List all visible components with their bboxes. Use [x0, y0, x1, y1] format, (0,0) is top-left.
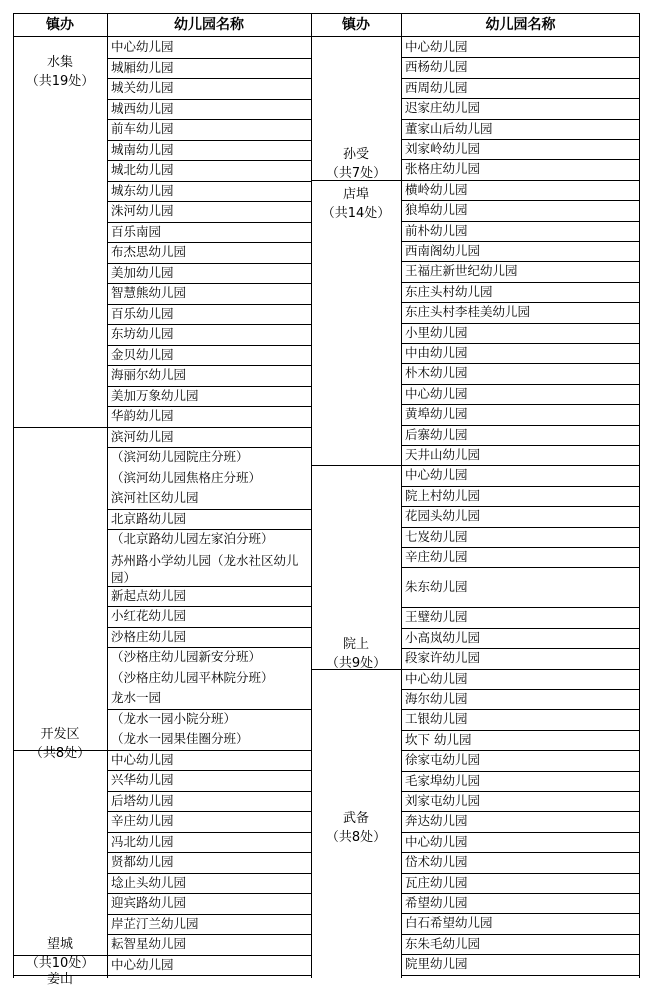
kindergarten-name: 迎宾路幼儿园 — [111, 895, 187, 910]
kindergarten-name: 岱术幼儿园 — [405, 854, 468, 870]
kindergarten-name: 张格庄幼儿园 — [405, 161, 481, 177]
kindergarten-name: 新起点幼儿园 — [111, 587, 187, 603]
kindergarten-name: 美加万象幼儿园 — [111, 387, 199, 403]
kindergarten-name: 中由幼儿园 — [405, 344, 468, 360]
kindergarten-name: 苏州路小学幼儿园（龙水社区幼儿园） — [111, 552, 299, 585]
kindergarten-name: 滨河社区幼儿园 — [111, 490, 199, 505]
kindergarten-name: （滨河幼儿园焦格庄分班） — [111, 469, 262, 485]
kindergarten-name: 中心幼儿园 — [111, 956, 174, 972]
kindergarten-name: 希望幼儿园 — [405, 894, 468, 910]
kindergarten-name: （沙格庄幼儿园新安分班） — [111, 649, 262, 664]
kindergarten-name: 迟家庄幼儿园 — [405, 100, 481, 116]
kindergarten-name: 黄埠幼儿园 — [405, 406, 468, 422]
kindergarten-name: 华韵幼儿园 — [111, 408, 174, 423]
kindergarten-name: 花园头幼儿园 — [405, 508, 481, 524]
kindergarten-table — [13, 13, 640, 987]
kindergarten-name: 横岭幼儿园 — [405, 181, 468, 197]
kindergarten-name: 后塔幼儿园 — [111, 792, 174, 808]
kindergarten-name: 院里幼儿园 — [405, 956, 468, 972]
kindergarten-name: 中心幼儿园 — [405, 38, 468, 54]
kindergarten-name: 毛家埠幼儿园 — [405, 772, 481, 788]
kindergarten-name: 埝止头幼儿园 — [111, 874, 187, 890]
kindergarten-name: 海丽尔幼儿园 — [111, 367, 187, 382]
town-label — [311, 809, 401, 847]
kindergarten-name: 小红花幼儿园 — [111, 608, 187, 623]
kindergarten-name: 小高岚幼儿园 — [405, 629, 481, 645]
town-label — [13, 970, 107, 989]
town-name: 望城 — [46, 937, 73, 952]
kindergarten-name: 王福庄新世纪幼儿园 — [405, 263, 518, 279]
kindergarten-name: 龙水一园 — [111, 690, 162, 705]
town-name: 开发区 — [40, 727, 80, 742]
kindergarten-name: 百乐南园 — [111, 223, 162, 239]
kindergarten-name: 西周幼儿园 — [405, 79, 468, 95]
kindergarten-name: 中心幼儿园 — [405, 670, 468, 686]
kindergarten-name: 董家山后幼儿园 — [405, 120, 493, 136]
kindergarten-name: 徐家屯幼儿园 — [405, 752, 481, 768]
kindergarten-name: 前朴幼儿园 — [405, 222, 468, 238]
town-label — [13, 725, 107, 763]
town-name: 店埠 — [342, 187, 369, 202]
header-name-left: 幼儿园名称 — [107, 13, 311, 37]
kindergarten-name: 后寨幼儿园 — [405, 426, 468, 442]
kindergarten-name: 王璧幼儿园 — [405, 609, 468, 625]
kindergarten-name: 兴华幼儿园 — [111, 772, 174, 787]
town-name: 武备 — [342, 811, 369, 826]
kindergarten-name: 海尔幼儿园 — [405, 690, 468, 706]
kindergarten-name: 城西幼儿园 — [111, 100, 174, 116]
kindergarten-name: 东庄头村李桂美幼儿园 — [405, 304, 531, 320]
kindergarten-name: 城南幼儿园 — [111, 141, 174, 157]
kindergarten-name: 城东幼儿园 — [111, 182, 174, 198]
kindergarten-name: 七岌幼儿园 — [405, 528, 468, 544]
kindergarten-name: 西南阁幼儿园 — [405, 242, 481, 258]
rule — [107, 13, 108, 978]
kindergarten-name: 小里幼儿园 — [405, 324, 468, 340]
kindergarten-name: 朴木幼儿园 — [405, 365, 468, 381]
kindergarten-name: 金贝幼儿园 — [111, 346, 174, 362]
town-count: （共19处） — [25, 74, 95, 89]
kindergarten-name: 东坊幼儿园 — [111, 326, 174, 341]
town-label — [311, 185, 401, 223]
kindergarten-name: 东庄头村幼儿园 — [405, 283, 493, 299]
kindergarten-name: 中心幼儿园 — [111, 751, 174, 767]
kindergarten-name: 布杰思幼儿园 — [111, 244, 187, 259]
kindergarten-name: 瓦庄幼儿园 — [405, 874, 468, 890]
kindergarten-name: 城厢幼儿园 — [111, 59, 174, 75]
kindergarten-name: 院上村幼儿园 — [405, 487, 481, 503]
kindergarten-name: 刘家屯幼儿园 — [405, 792, 481, 808]
kindergarten-name: 前车幼儿园 — [111, 121, 174, 136]
kindergarten-name: 朱东幼儿园 — [405, 579, 468, 595]
kindergarten-name: 奔达幼儿园 — [405, 813, 468, 829]
town-count: （共10处） — [25, 956, 95, 971]
rule — [639, 13, 640, 978]
kindergarten-name: 辛庄幼儿园 — [405, 548, 468, 564]
kindergarten-name: 坎下 幼儿园 — [405, 731, 472, 747]
rule — [13, 13, 14, 978]
kindergarten-name: 智慧熊幼儿园 — [111, 285, 187, 300]
rule — [401, 975, 640, 976]
kindergarten-name: 贤都幼儿园 — [111, 854, 174, 869]
kindergarten-name: 城关幼儿园 — [111, 80, 174, 95]
town-label — [311, 145, 401, 183]
rule — [401, 13, 402, 978]
town-name: 水集 — [46, 55, 73, 70]
town-count: （共7处） — [325, 166, 387, 181]
header-town-right: 镇办 — [311, 13, 401, 37]
kindergarten-name: 洙河幼儿园 — [111, 203, 174, 218]
kindergarten-name: 百乐幼儿园 — [111, 305, 174, 321]
town-label — [13, 935, 107, 973]
kindergarten-name: 城北幼儿园 — [111, 162, 174, 177]
kindergarten-name: 中心幼儿园 — [405, 467, 468, 483]
town-count: （共14处） — [321, 206, 391, 221]
kindergarten-name: 刘家岭幼儿园 — [405, 140, 481, 156]
town-name: 姜山 — [46, 972, 73, 987]
kindergarten-name: 段家许幼儿园 — [405, 650, 481, 666]
kindergarten-name: 西杨幼儿园 — [405, 59, 468, 75]
kindergarten-name: 北京路幼儿园 — [111, 510, 187, 526]
kindergarten-name: （沙格庄幼儿园平林院分班） — [111, 669, 274, 685]
kindergarten-name: （滨河幼儿园院庄分班） — [111, 449, 249, 464]
kindergarten-name: 岸芷汀兰幼儿园 — [111, 915, 199, 931]
kindergarten-name: （龙水一园果佳圈分班） — [111, 731, 249, 746]
town-name: 孙受 — [342, 147, 369, 162]
kindergarten-name: （龙水一园小院分班） — [111, 710, 237, 726]
kindergarten-name: 狼埠幼儿园 — [405, 202, 468, 218]
town-label — [311, 635, 401, 673]
kindergarten-name: （北京路幼儿园左家泊分班） — [111, 531, 274, 546]
kindergarten-name: 天井山幼儿园 — [405, 446, 481, 462]
town-name: 院上 — [342, 637, 369, 652]
kindergarten-name: 美加幼儿园 — [111, 264, 174, 280]
town-count: （共8处） — [29, 746, 91, 761]
kindergarten-name: 工银幼儿园 — [405, 711, 468, 727]
kindergarten-name: 中心幼儿园 — [405, 833, 468, 849]
kindergarten-name: 白石希望幼儿园 — [405, 915, 493, 931]
kindergarten-name: 沙格庄幼儿园 — [111, 628, 187, 644]
town-count: （共8处） — [325, 830, 387, 845]
kindergarten-name: 中心幼儿园 — [405, 385, 468, 401]
kindergarten-name: 中心幼儿园 — [111, 39, 174, 54]
kindergarten-name: 滨河幼儿园 — [111, 428, 174, 444]
kindergarten-name: 耘智星幼儿园 — [111, 936, 187, 951]
town-count: （共9处） — [325, 656, 387, 671]
town-label — [13, 53, 107, 91]
kindergarten-name: 辛庄幼儿园 — [111, 813, 174, 828]
kindergarten-name: 冯北幼儿园 — [111, 833, 174, 849]
kindergarten-name: 东朱毛幼儿园 — [405, 935, 481, 951]
header-town-left: 镇办 — [13, 13, 107, 37]
header-name-right: 幼儿园名称 — [401, 13, 640, 37]
